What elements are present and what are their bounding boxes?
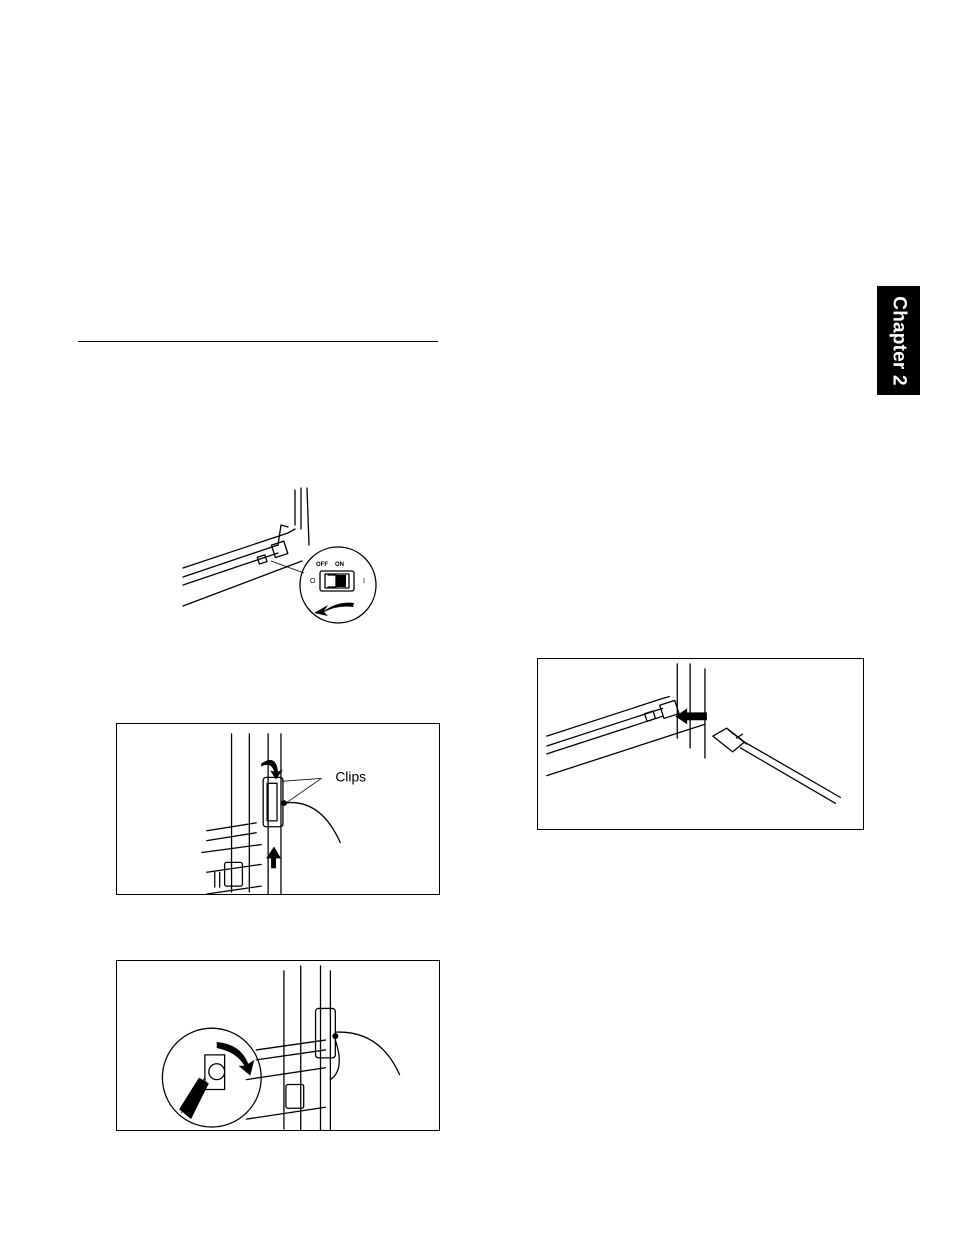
ground-wire-illustration [116, 960, 440, 1131]
power-switch-illustration [178, 485, 378, 627]
power-cord-illustration [537, 658, 864, 830]
chapter-tab-label: Chapter 2 [888, 295, 910, 386]
switch-on-symbol: I [363, 578, 365, 585]
clips-callout: Clips [335, 768, 367, 785]
interface-clips-illustration [116, 723, 440, 895]
section-divider [78, 341, 438, 342]
switch-off-label: OFF [316, 562, 328, 568]
switch-on-label: ON [335, 562, 344, 568]
switch-off-symbol: O [310, 578, 316, 585]
chapter-tab [877, 286, 920, 395]
